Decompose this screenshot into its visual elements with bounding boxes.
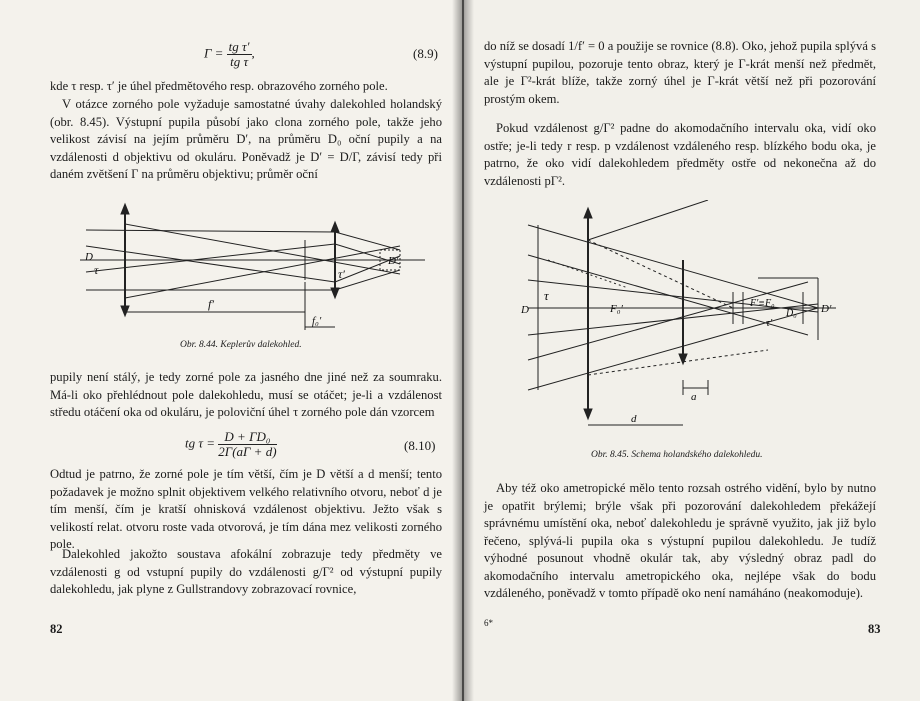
label-tau-prime: τ′ [766,317,773,329]
paragraph: Odtud je patrno, že zorné pole je tím větší, čím je D větší a d menší; tento požadavek je možno splnit objektivem velkého relativního otvoru, neboť d je tím menší, čím je kratší ohnisková vzdálenost objektivu. Ježto však s velikostí relat. otvoru roste vada otvorová, je tím dána mez velikosti zorného pole. [50,467,442,551]
figure-caption: Obr. 8.44. Keplerův dalekohled. [180,340,302,350]
paragraph: Pokud vzdálenost g/Γ² padne do akomodačního intervalu oka, vidí oko ostře; je-li tedy r resp. p vzdálenost vzdáleného resp. blízkého bodu oka, je patrno, že oko vidí dalekohledem předměty ostře od nekonečna až do vzdálenosti pΓ². [484,121,876,188]
paragraph: Dalekohled jakožto soustava afokální zobrazuje tedy předměty ve vzdálenosti g od vstupní pupily do vzdálenosti g/Γ² od výstupní pupily dalekohledu, jak plyne z Gullstrandovy zobrazovací rovnice, [50,547,442,596]
label-tau: τ [544,288,549,303]
label-f0-prime: f₀′ [312,315,322,327]
label-D0: D₀ [786,308,797,319]
label-F0-prime: F₀′ [610,303,623,315]
label-D-prime: D′ [388,255,399,267]
label-tau: τ [94,263,99,277]
page-number: 83 [868,622,881,636]
right-page [463,0,920,701]
label-f-prime: f′ [208,297,214,311]
equation-8-9-fraction: $\frac{\text{tg τ′}}{\text{tg τ}}$ [228,39,250,69]
equation-8-10: tg τ = $\frac{\text{D + ΓD₀}}{2\Gamma(a\Gamma + d)}$ [185,429,277,459]
label-F-prime-F0: F′≡F₀ [750,298,775,309]
equation-8-10-number: (8.10) [404,438,436,453]
equation-8-9-number: (8.9) [413,46,438,61]
paragraph: pupily není stálý, je tedy zorné pole za jasného dne jiné než za soumraku. Má-li oko přehlédnout pole dalekohledu, musí se otáčet; je-li a vzdálenost středu otáčení oka od okuláru, je poloviční úhel τ zorného pole dán vzorcem [50,370,442,419]
equation-8-10-fraction: $\frac{\text{D + ΓD₀}}{2\Gamma(a\Gamma + d)}$ [218,429,277,459]
signature-mark: 6* [484,618,493,628]
label-tau-prime: τ′ [338,267,345,281]
label-d: d [631,413,637,425]
page-number: 82 [50,622,63,636]
equation-8-9: Γ = $\frac{\text{tg τ′}}{\text{tg τ}}$ , [204,39,255,69]
label-D: D [85,251,93,263]
figure-caption: Obr. 8.45. Schema holandského dalekohledu. [591,450,763,460]
label-D-prime: D′ [821,303,832,315]
label-D: D [521,304,529,316]
label-a: a [691,391,697,403]
paragraph: Aby též oko ametropické mělo tento rozsah ostrého vidění, bylo by nutno je opatřit brýlemi; brýle však při pozorování dalekohledem překážejí správnému umístění oka, neboť dalekohledu je správně využito, jak již bylo řečeno, splývá-li pupila oka s výstupní pupilou dalekohledu. Je tudíž výhodné posunout vhodně okulár tak, aby výsledný obraz padl do akomodačního intervalu ametropického oka, nejlépe však do bodu vzdáleného, poněvadž v tomto případě oko není namáháno (neakomoduje). [484,481,876,600]
figure-galilean-telescope [518,200,838,430]
paragraph: do níž se dosadí 1/f′ = 0 a použije se rovnice (8.8). Oko, jehož pupila splývá s výstupní pupilou, pozoruje tento obraz, který je Γ-krát menší než předmět, ale je Γ²-krát blíže, takže zorný úhel je Γ-krát větší než při pozorování prostým okem. [484,39,876,106]
paragraph: kde τ resp. τ′ je úhel předmětového resp. obrazového zorného pole. [50,79,388,93]
figure-kepler-telescope [80,202,425,342]
paragraph: V otázce zorného pole vyžaduje samostatné úvahy dalekohled holandský (obr. 8.45). Výstupní pupila působí jako clona zorného pole, takže jeho velikost závisí na jejím průměru D′, na průměru D₀ oční pupily a na vzdálenosti d objektivu od okuláru. Poněvadž je D′ = D/Γ, závisí tedy při daném zvětšení Γ na průměru objektivu; průměr oční [50,97,442,181]
book-gutter [452,0,474,701]
